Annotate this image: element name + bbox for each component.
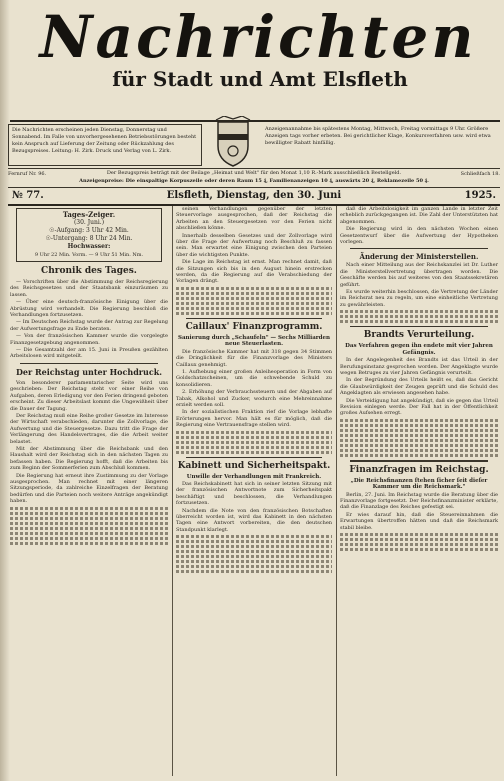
article-paragraph: Von besonderer parlamentarischer Seite wird uns geschrieben: Der Reichstag steht vor einer Reihe von Aufgaben, deren Erledigung vor den Ferien dringend geboten erscheint. Zu dieser Arbeitslast kommt die Ungewißheit über die Dauer der Tagung. — [10, 379, 168, 412]
coat-of-arms-icon — [212, 116, 254, 168]
text-texture — [340, 538, 498, 541]
text-texture — [340, 444, 498, 447]
text-texture — [176, 570, 332, 573]
text-texture — [340, 439, 498, 442]
text-texture — [340, 543, 498, 546]
article-paragraph: Die Verteidigung hat angekündigt, daß sie gegen das Urteil Revision einlegen werde. Der Fall hat in der Öffentlichkeit großes Aufsehen erregt. — [340, 397, 498, 417]
text-texture — [10, 527, 168, 530]
text-texture — [176, 535, 332, 538]
brandt-heading: Brandts Verurteilung. — [363, 330, 475, 341]
article-paragraph: Der Reichstag muß eine Reihe großer Gesetze im Interesse der Wirtschaft verabschieden, darunter die Zollvorlage, die Aufwertung und die Steuergesetze. Dazu tritt die Frage der Verlängerung des Handelsvertrages, die die Arbeit weiter belastet. — [10, 412, 168, 445]
article-paragraph: 1. Aufhebung einer großen Anleiheoperation in Form von Goldschatzscheinen, um die schwebende Schuld zu konsolidieren. — [176, 368, 332, 388]
text-texture — [340, 533, 498, 536]
dateline — [8, 188, 500, 206]
article-paragraph: Nach einer Mitteilung aus der Reichskanzlei ist Dr. Luther die Ministerstellvertretung übertragen worden. Die Geschäfte werden bis auf weiteres von den Staatssekretären geführt. — [340, 262, 498, 288]
text-texture — [340, 320, 498, 323]
article-paragraph: In der Angelegenheit des Brandts ist das Urteil in der Berufungsinstanz gesprochen worden. Der Angeklagte wurde wegen Betruges zu vier Jahren Gefängnis verurteilt. — [340, 357, 498, 376]
issue-year: 1925. — [464, 190, 496, 201]
article-paragraph: 2. Erhöhung der Verbrauchssteuern und der Abgaben auf Tabak, Alkohol und Zucker, wodurch eine Mehreinnahme erzielt werden soll. — [176, 389, 332, 408]
article-paragraph: daß die Arbeitslosigkeit im ganzen Lande in letzter Zeit erheblich zurückgegangen ist. Die Zahl der Unterstützten hat abgenommen. — [340, 206, 498, 225]
article-paragraph: Mit der Abstimmung über die Reichsbank und den Haushalt wird der Reichstag sich in den nächsten Tagen zu befassen haben. Die Regierung hofft, daß die Arbeiten bis zum Beginn der Sommerferien zum Abschluß kommen. — [10, 445, 168, 472]
minister-heading: Änderung der Ministerstellen. — [359, 252, 479, 262]
page-edge — [0, 0, 10, 781]
text-texture — [176, 555, 332, 558]
tages-zeiger-box — [16, 208, 162, 262]
text-texture — [176, 446, 332, 449]
text-texture — [176, 565, 332, 568]
kabinett-subheading: Unwille der Verhandlungen mit Frankreich. — [186, 473, 322, 480]
separator — [186, 457, 322, 458]
text-texture — [176, 431, 332, 434]
article-paragraph: Innerhalb desselben Gesetzes und der Zollvorlage wird über die Frage der Aufwertung noch Beschluß zu fassen sein. Man erwartet eine Einigung zwischen den Parteien über die wichtigsten Punkte. — [176, 232, 332, 258]
caillaux-heading: Caillaux' Finanzprogramm. — [185, 321, 323, 332]
chronik-item: — Über eine deutsch-französische Einigung über die Abrüstung wird verhandelt. Die Regierung beschloß die Verhandlungen fortzusetzen. — [10, 299, 168, 319]
brandt-subheading: Das Verfahren gegen ihn endete mit vier Jahren Gefängnis. — [345, 343, 493, 356]
text-texture — [340, 429, 498, 432]
text-texture — [176, 545, 332, 548]
column-divider — [336, 206, 337, 776]
article-paragraph: Berlin, 27. Juni. Im Reichstag wurde die Beratung über die Finanzvorlage fortgesetzt. Der Reichsfinanzminister erklärte, daß die Finanzlage des Reiches gefestigt sei. — [340, 491, 498, 511]
article-paragraph: Nachdem die Note von den französischen Botschaften überreicht worden ist, wird das Kabinett in den nächsten Tagen eine Antwort vorbereiten, die den deutschen Standpunkt klarlegt. — [176, 507, 332, 533]
tages-zeiger-line: 9 Uhr 22 Min. Vorm. — 9 Uhr 51 Min. Nm. — [34, 252, 144, 258]
kabinett-heading: Kabinett und Sicherheitspakt. — [177, 460, 331, 471]
publication-info: Die Nachrichten erscheinen jeden Dienstag, Donnerstag und Sonnabend. Im Falle von unvorhergesehenen Betriebsstörungen besteht kein Anspruch auf Lieferung der Zeitung oder Rückzahlung des Bezugspreises. Leitung: H. Zirk. Druck und Verlag von L. Zirk. — [8, 124, 202, 166]
tages-zeiger-line: Hochwasser: — [67, 243, 111, 250]
text-texture — [176, 312, 332, 315]
article-paragraph: In der sozialistischen Fraktion rief die Vorlage lebhafte Erörterungen hervor. Man hält es für möglich, daß die Regierung eine Vertrauensfrage stellen wird. — [176, 409, 332, 429]
text-texture — [340, 548, 498, 551]
text-texture — [176, 287, 332, 290]
po-box: Schließfach 18. — [460, 171, 500, 177]
phone-number: Fernruf Nr. 96. — [8, 171, 47, 177]
article-paragraph: Die französische Kammer hat mit 318 gegen 34 Stimmen die Dringlichkeit für die Finanzvorlage des Ministers Caillaux genehmigt. — [176, 348, 332, 368]
text-texture — [340, 315, 498, 318]
chronik-heading: Chronik des Tages. — [41, 266, 137, 276]
ad-prices: Anzeigenpreise: Die einspaltige Korpuszeile oder deren Raum 15 ₰, Familienanzeigen 10 ₰, auswärts 20 ₰, Reklamezeile 50 ₰. — [79, 178, 429, 184]
chronik-item: — Die Gesamtzahl der am 15. Juni in Preußen gezählten Arbeitslosen wird mitgeteilt. — [10, 347, 168, 360]
caillaux-subheading: Sanierung durch „Schaufeln" — Sechs Milliarden neue Steuerlasten. — [177, 334, 331, 348]
issue-date: Elsfleth, Dienstag, den 30. Juni — [166, 190, 342, 201]
text-texture — [176, 540, 332, 543]
article-paragraph: seinen Verhandlungen gegenüber der letzten Steuervorlage ausgesprochen, daß der Reichstag die Arbeiten an den Steuergesetzen vor den Ferien nicht abschließen könne. — [176, 206, 332, 232]
price-bar — [8, 168, 500, 188]
article-paragraph: Die Regierung wird in den nächsten Wochen einen Gesetzentwurf über die Aufwertung der Hypotheken vorlegen. — [340, 226, 498, 246]
article-paragraph: Er wies darauf hin, daß die Steuereinnahmen die Erwartungen übertroffen hätten und daß die Reichsmark stabil bleibe. — [340, 511, 498, 531]
text-texture — [10, 542, 168, 545]
text-texture — [176, 550, 332, 553]
column-1 — [10, 206, 168, 547]
article-paragraph: Die Lage im Reichstag ist ernst. Man rechnet damit, daß die Sitzungen sich bis in den August hinein erstrecken werden, da die Regierung auf die Verabschiedung der Vorlagen drängt. — [176, 259, 332, 285]
column-2 — [176, 206, 332, 575]
issue-number: № 77. — [12, 190, 44, 201]
text-texture — [176, 560, 332, 563]
text-texture — [176, 292, 332, 295]
text-texture — [340, 419, 498, 422]
finanz-subheading: „Die Reichsfinanzen ſtehen ſicher ſeit dieſer Kammer um die Reichsmark." — [350, 477, 488, 491]
text-texture — [340, 310, 498, 313]
text-texture — [10, 507, 168, 510]
tages-zeiger-line: ☉-Aufgang: 3 Uhr 42 Min. — [49, 227, 129, 234]
subscription-price: Der Bezugspreis beträgt mit der Beilage „Heimat und Welt" für den Monat 1,10 R.-Mark ausschließlich Bestellgeld. — [106, 170, 402, 176]
article-paragraph: Die Regierung hat erneut ihre Zustimmung zu der Vorlage ausgesprochen. Man rechnet mit einer längeren Sitzungsperiode, da zahlreiche Einzelfragen der Beratung bedürfen und die Parteien noch weitere Anträge angekündigt haben. — [10, 472, 168, 505]
tages-zeiger-date: (30. Juni.) — [73, 219, 105, 226]
article-paragraph: Das Reichskabinett hat sich in seiner letzten Sitzung mit der französischen Antwortnote zum Sicherheitspakt beschäftigt und beschlossen, die Verhandlungen fortzusetzen. — [176, 480, 332, 507]
tages-zeiger-line: ☉-Untergang: 8 Uhr 24 Min. — [45, 235, 133, 242]
text-texture — [176, 451, 332, 454]
advertisement-info: Anzeigenannahme bis spätestens Montag, Mittwoch, Freitag vormittags 9 Uhr. Größere Anzeigen tags vorher erbeten. Bei gerichtlicher Klage, Konkursverfahren usw. wird etwa bewilligter Rabatt hinfällig. — [265, 126, 491, 146]
text-texture — [176, 297, 332, 300]
text-texture — [340, 454, 498, 457]
text-texture — [340, 434, 498, 437]
separator — [350, 460, 488, 462]
newspaper-subtitle: für Stadt und Amt Elsfleth — [112, 67, 408, 91]
separator — [20, 363, 158, 364]
finanz-heading: Finanzfragen im Reichstag. — [349, 464, 489, 475]
text-texture — [176, 441, 332, 444]
reichstag-heading: Der Reichstag unter Hochdruck. — [15, 366, 163, 377]
separator — [350, 326, 488, 327]
masthead — [10, 3, 500, 118]
text-texture — [340, 424, 498, 427]
text-texture — [10, 512, 168, 515]
newspaper-title: Nachrichten — [39, 3, 477, 71]
text-texture — [10, 517, 168, 520]
text-texture — [340, 449, 498, 452]
masthead-rule — [10, 120, 500, 122]
text-texture — [10, 537, 168, 540]
article-paragraph: Es wurde weiterhin beschlossen, die Vertretung der Länder im Reichsrat neu zu regeln, um eine einheitliche Vertretung zu gewährleisten. — [340, 289, 498, 308]
chronik-item: — Vorschriften über die Abstimmung der Reichsregierung des Reichsgesetzes und der Staatsbank einzuräumen zu lassen. — [10, 279, 168, 298]
column-3 — [340, 206, 498, 553]
separator — [186, 318, 322, 319]
text-texture — [176, 302, 332, 305]
text-texture — [10, 522, 168, 525]
separator — [350, 248, 488, 249]
chronik-item: — Im Deutschen Reichstag wurde der Antrag zur Regelung der Aufwertungsfrage zu Ende beraten. — [10, 319, 168, 332]
text-texture — [176, 307, 332, 310]
column-divider — [172, 206, 173, 776]
tages-zeiger-title: Tages-Zeiger. — [62, 210, 116, 219]
text-texture — [176, 436, 332, 439]
chronik-item: — Von der französischen Kammer wurde die vorgelegte Finanzgesetzgebung angenommen. — [10, 333, 168, 346]
article-paragraph: In der Begründung des Urteils heißt es, daß das Gericht die Glaubwürdigkeit der Zeugen geprüft und die Schuld des Angeklagten als erwiesen angesehen habe. — [340, 377, 498, 397]
text-texture — [10, 532, 168, 535]
